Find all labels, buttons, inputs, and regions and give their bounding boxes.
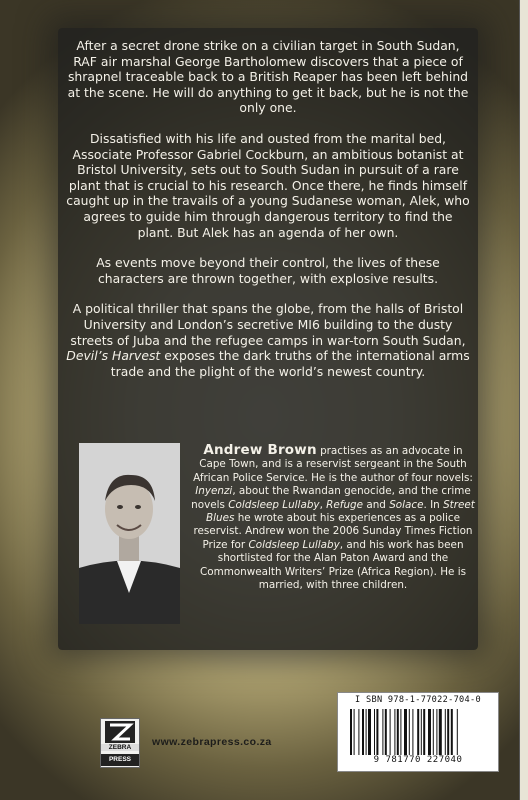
blurb-paragraph-2: Dissatisfied with his life and ousted from the marital bed, Associate Professor Gabriel Cockburn, an ambitious botanist at Bristol University, sets out to South Sudan in pursuit of a rare plant that is crucial to his research. Once there, he finds himself caught up in the travails of a young Sudanese woman, Alek, who agrees to guide him through dangerous territory to find the plant. But Alek has an agenda of her own. — [66, 130, 470, 240]
blurb-paragraph-1: After a secret drone strike on a civilian target in South Sudan, RAF air marshal George Bartholomew discovers that a piece of shrapnel traceable back to a British Reaper has been left behind at the scene. He will do anything to get it back, but he is not the only one. — [67, 38, 469, 116]
bio-book-title: Coldsleep Lullaby — [228, 498, 320, 511]
bio-book-title: Solace — [389, 498, 424, 511]
barcode — [350, 709, 490, 755]
blurb-p4-end: exposes the dark truths of the international arms trade and the plight of the world’s newest country. — [110, 348, 470, 379]
blurb-paragraph-4 — [66, 301, 470, 379]
bio-text: , about the Rwandan genocide, and the crime novels — [191, 485, 471, 511]
publisher-url: www.zebrapress.co.za — [152, 736, 272, 748]
blurb — [66, 38, 470, 394]
bio-text: . In — [423, 498, 444, 511]
bio-book-title: Coldsleep Lullaby — [248, 538, 340, 551]
logo-press-text: PRESS — [101, 754, 139, 766]
bio-book-title: Inyenzi — [195, 485, 233, 498]
bio-text: he wrote about his experiences as a police reservist. Andrew won the 2006 Sunday Times Fiction Prize for — [193, 512, 473, 551]
author-bio — [190, 444, 476, 592]
isbn-barcode-block — [337, 692, 499, 772]
page-edge — [519, 0, 528, 800]
isbn-label: I SBN 978-1-77022-704-0 — [355, 695, 481, 705]
publisher-logo — [100, 718, 140, 768]
barcode-digits: 9 781770 227040 — [373, 755, 463, 765]
book-title: Devil’s Harvest — [66, 348, 161, 364]
blurb-p4-start: A political thriller that spans the globe, from the halls of Bristol University and London’s secretive MI6 building to the dusty streets of Juba and the refugee camps in war-torn South Sudan, — [70, 301, 466, 348]
bio-book-title: Refuge — [326, 498, 364, 511]
logo-zebra-text: ZEBRA — [101, 744, 139, 751]
author-photo — [79, 443, 180, 624]
author-name: Andrew Brown — [203, 442, 317, 458]
zebra-logo-mark — [105, 721, 135, 743]
bio-text: and — [363, 498, 390, 511]
bio-book-title: Street Blues — [205, 498, 475, 525]
bio-text: , and his work has been shortlisted for the Alan Paton Award and the Commonwealth Writers’ Prize (Africa Region). He is married, with three children. — [199, 538, 467, 592]
blurb-paragraph-3: As events move beyond their control, the lives of these characters are thrown together, with explosive results. — [96, 255, 440, 286]
bio-text: , — [319, 498, 327, 511]
bio-text: practises as an advocate in Cape Town, and is a reservist sergeant in the South African Police Service. He is the author of four novels: — [193, 445, 473, 484]
